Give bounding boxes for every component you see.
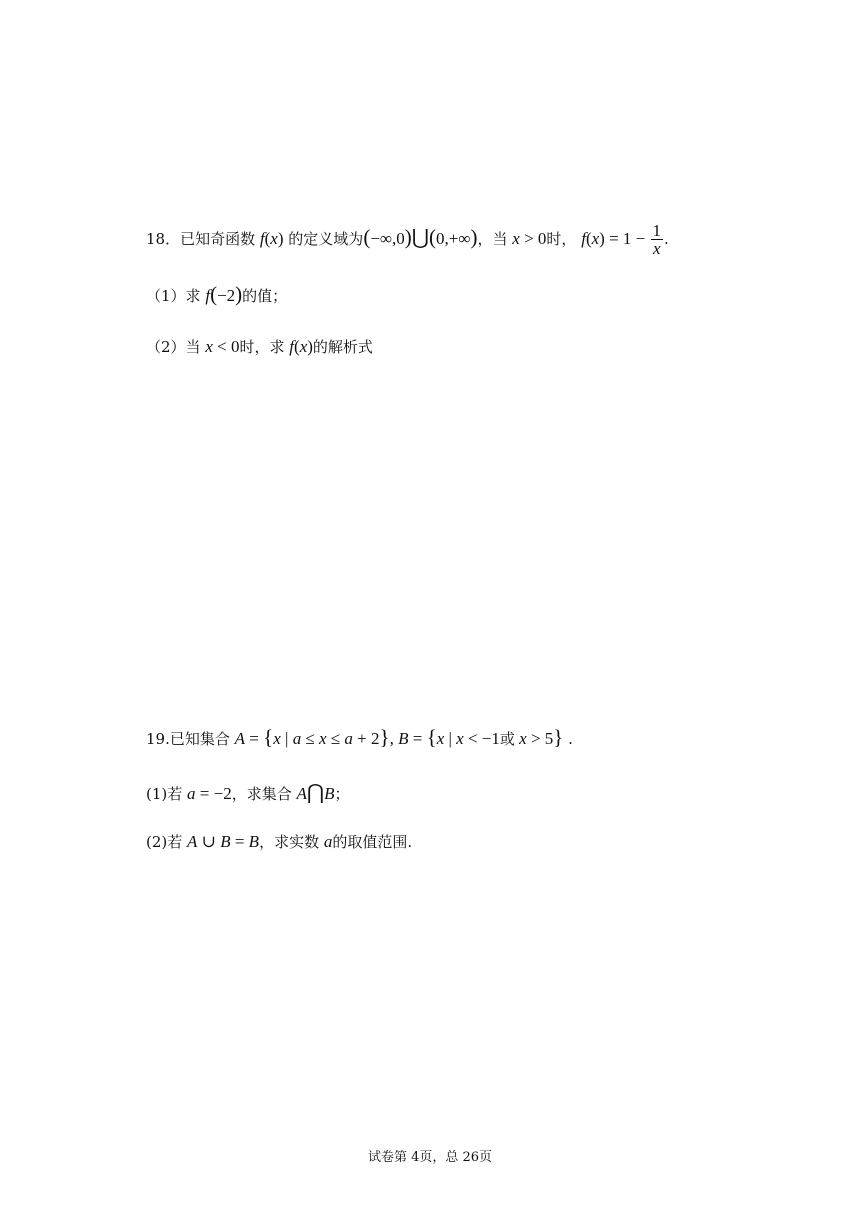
question-18-part-1: （1）求 f(−2)的值； — [146, 282, 288, 306]
question-18-part-2: （2）当 x < 0时，求 f(x)的解析式 — [146, 337, 373, 356]
math-expression: x > 0 — [512, 228, 547, 248]
question-number: 18． — [146, 229, 181, 248]
math-expression: a — [323, 832, 333, 851]
math-expression: A = {x | a ≤ x ≤ a + 2}, B = {x | x < −1 — [234, 725, 500, 749]
math-expression: f(x) — [289, 337, 313, 356]
question-19-part-2: (2)若 A ∪ B = B，求实数 a的取值范围. — [146, 832, 413, 851]
math-expression: A⋂B — [296, 780, 335, 804]
math-expression: A ∪ B = B — [187, 832, 260, 851]
math-expression: x > 5} — [519, 725, 564, 749]
math-expression: a = −2 — [187, 784, 232, 803]
page-footer: 试卷第 4页，总 26页 — [367, 1150, 493, 1165]
math-expression: x < 0 — [205, 337, 240, 356]
question-18-stem: 18．已知奇函数 f(x) 的定义域为(−∞,0)⋃(0,+∞)，当 x > 0时， f(x) = 1 − $\frac{1}{x}$ . — [146, 221, 669, 258]
question-19-part-1: (1)若 a = −2，求集合 A⋂B； — [146, 780, 350, 804]
math-expression: f(−2) — [205, 282, 243, 306]
question-number: 19. — [146, 730, 170, 748]
math-expression: (−∞,0)⋃(0,+∞) — [363, 224, 478, 249]
math-expression: f(x) = 1 − $\frac{1}{x}$ — [581, 221, 662, 258]
question-19-stem: 19.已知集合 A = {x | a ≤ x ≤ a + 2}, B = {x | x < −1或 x > 5} . — [146, 725, 573, 749]
math-expression: f(x) — [259, 228, 284, 248]
